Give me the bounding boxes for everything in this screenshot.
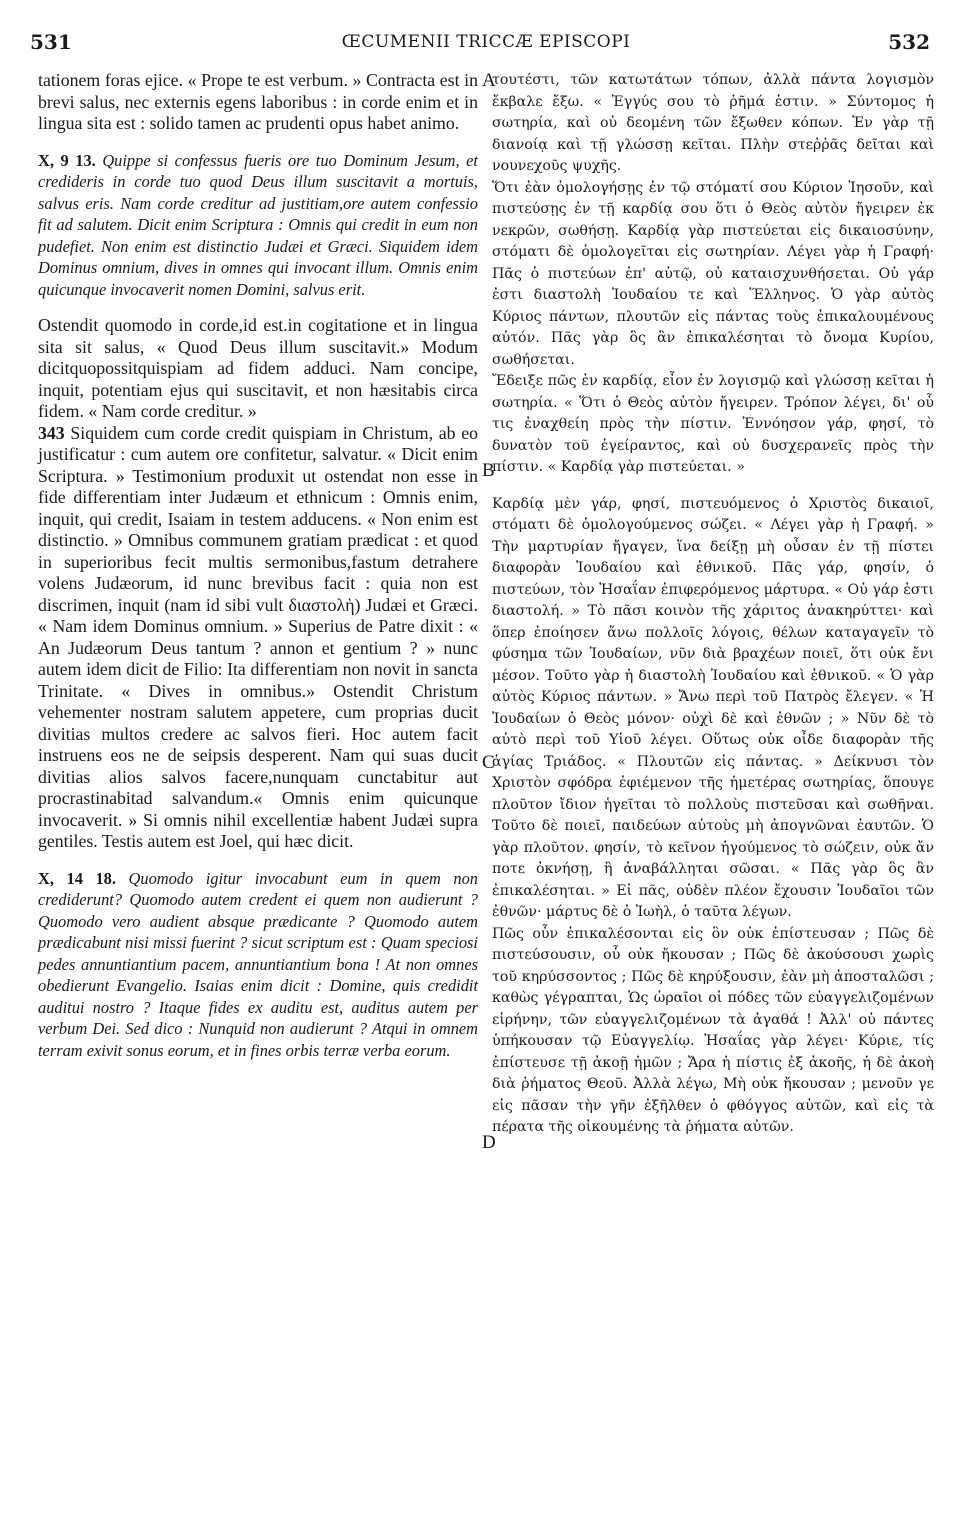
greek-scripture-paragraph: Πῶς οὖν ἐπικαλέσονται εἰς ὃν οὐκ ἐπίστευσαν ; Πῶς δὲ πιστεύσουσιν, οὗ οὐκ ἤκουσαν ; Πῶς δὲ ἀκούσουσι χωρὶς τοῦ κηρύσσοντος ; Πῶς δὲ κηρύξουσιν, ἐὰν μὴ ἀποσταλῶσι ; καθὼς γέγραπται, Ὡς ὡραῖοι οἱ πόδες τῶν εὐαγγελιζομένων εἰρήνην, τῶν εὐαγγελιζομένων τὰ ἀγαθά ! Ἀλλ' οὐ πάντες ὑπήκουσαν τῷ Εὐαγγελίῳ. Ἠσαΐας γὰρ λέγει· Κύριε, τίς ἐπίστευσε τῇ ἀκοῇ ἡμῶν ; Ἄρα ἡ πίστις ἐξ ἀκοῆς, ἡ δὲ ἀκοὴ διὰ ῥήματος Θεοῦ. Ἀλλὰ λέγω, Μὴ οὐκ ἤκουσαν ; μενοῦν γε εἰς πᾶσαν τὴν γῆν ἐξῆλθεν ὁ φθόγγος αὐτῶν, καὶ εἰς τὰ πέρατα τῆς οἰκουμένης τὰ ῥήματα αὐτῶν.	[492, 925, 934, 1135]
latin-commentary-paragraph: Ostendit quomodo in corde,id est.in cogitatione et in lingua sita sit salus, « Quod Deus illum suscitavit.» Modum dicitquopossitquispiam ad fidem adduci. Nam concipe, inquit, potentiam ejus qui suscitavit, et non hæsitabis circa fidem. « Nam corde creditur. »	[38, 315, 478, 421]
verse-reference: X, 14 18.	[38, 868, 116, 888]
greek-scripture-paragraph: Ὅτι ἐὰν ὁμολογήσῃς ἐν τῷ στόματί σου Κύριον Ἰησοῦν, καὶ πιστεύσῃς ἐν τῇ καρδίᾳ σου ὅτι ὁ Θεὸς αὐτὸν ἤγειρεν ἐκ νεκρῶν, σωθήσῃ. Καρδίᾳ γὰρ πιστεύεται εἰς δικαιοσύνην, στόματι δὲ ὁμολογεῖται εἰς σωτηρίαν. Λέγει γὰρ ἡ Γραφή· Πᾶς ὁ πιστεύων ἐπ' αὐτῷ, οὐ καταισχυνθήσεται. Οὐ γάρ ἐστι διαστολὴ Ἰουδαίου τε καὶ Ἕλληνος. Ὁ γὰρ αὐτὸς Κύριος πάντων, πλουτῶν εἰς πάντας τοὺς ἐπικαλουμένους αὐτόν. Πᾶς γὰρ ὃς ἂν ἐπικαλέσηται τὸ ὄνομα Κυρίου, σωθήσεται.	[492, 179, 934, 368]
margin-marker-b: B	[482, 460, 495, 481]
running-title: ŒCUMENII TRICCÆ EPISCOPI	[341, 32, 631, 52]
margin-marker-c: C	[482, 752, 495, 773]
greek-paragraph: τουτέστι, τῶν κατωτάτων τόπων, ἀλλὰ πάντα λογισμὸν ἔκβαλε ἔξω. « Ἐγγύς σου τὸ ῥῆμά ἐστιν. » Σύντομος ἡ σωτηρία, καὶ οὐ δεομένη τῶν ἔξωθεν κόπων. Ἐν γὰρ τῇ διανοίᾳ καὶ τῇ γλώσσῃ κεῖται. Πλὴν στεῤῥᾶς δεῖται καὶ νουνεχοῦς ψυχῆς.	[492, 72, 934, 174]
verse-reference: X, 9 13.	[38, 150, 96, 170]
latin-commentary-text: Siquidem cum corde credit quispiam in Christum, ab eo justificatur : cum autem ore confitetur, salvatur. « Dicit enim Scriptura. » Testimonium produxit ut ostendat non esse in fide differentiam inter Judæum et ethnicum : Omnis enim, inquit, qui credit, Isaiam in testem adducens. « Non enim est distinctio. » Omnibus communem gratiam prædicat : et quod in superioribus fecit multis sermonibus,fastum detrahere volens Judæorum, id nunc brevibus facit : quia non est discrimen, inquit (nam id sibi vult διαστολὴ) Judæi et Græci. « Nam idem Dominus omnium. » Superius de Patre dixit : « An Judæorum Deus tantum ? annon et gentium ? » nunc autem idem dicit de Filio: Ita differentiam non novit in sancta Trinitate. « Dives in omnibus.» Ostendit Christum vehementer nostram salutem appetere, cum proprias ducit divitias multos credere ac salvos fieri. Hoc autem facit instruens eos ne de seipsis desperent. Nam qui suas ducit divitias alios salvos facere,nunquam cunctabitur aut procrastinabitad salvandum.« Omnis enim quicunque invocaverit. » Si omnis nihil excellentiæ habent Judæi supra gentiles. Testis autem est Joel, qui hæc dicit.	[38, 422, 478, 851]
section-number: 343	[38, 422, 65, 443]
latin-column	[38, 70, 478, 1061]
margin-marker-a: A	[482, 70, 496, 91]
latin-commentary-paragraph	[38, 423, 478, 853]
page-header	[0, 30, 972, 60]
latin-scripture-text: Quomodo igitur invocabunt eum in quem non crediderunt? Quomodo autem credent ei quem non audierunt ? Quomodo vero audient absque prædicante ? Quomodo autem prædicabunt nisi missi fuerint ? sicut scriptum est : Quam speciosi pedes annuntiantium pacem, annuntiantium bona ! At non omnes obedierunt Evangelio. Isaias enim dicit : Domine, quis credidit auditui nostro ? Itaque fides ex auditu est, auditus autem per verbum Dei. Sed dico : Nunquid non audierunt ? Atqui in omnem terram exivit sonus eorum, et in fines orbis terræ verba eorum.	[38, 868, 478, 1060]
greek-column	[492, 70, 934, 1139]
latin-paragraph: tationem foras ejice. « Prope te est verbum. » Contracta est in brevi salus, nec externis egens laboribus : in corde enim et in lingua sita est : solido tamen ac prudenti opus habet animo.	[38, 70, 478, 133]
left-page-number: 531	[30, 30, 72, 54]
greek-commentary-paragraph: Ἔδειξε πῶς ἐν καρδίᾳ, εἶον ἐν λογισμῷ καὶ γλώσσῃ κεῖται ἡ σωτηρία. « Ὅτι ὁ Θεὸς αὐτὸν ἤγειρεν. Τρόπον λέγει, δι' οὗ τις ἐναχθείη πρὸς τὴν πίστιν. Ἐννόησον γάρ, φησί, τὸ δυνατὸν τοῦ ἐγείραντος, καὶ οὐ δυσχερανεῖς πρὸς τὴν πίστιν. « Καρδίᾳ γὰρ πιστεύεται. »	[492, 373, 934, 475]
latin-scripture-paragraph	[38, 150, 478, 301]
right-page-number: 532	[888, 30, 930, 54]
margin-marker-d: D	[482, 1132, 496, 1153]
latin-scripture-paragraph	[38, 868, 478, 1062]
greek-commentary-paragraph: Καρδίᾳ μὲν γάρ, φησί, πιστευόμενος ὁ Χριστὸς δικαιοῖ, στόματι δὲ ὁμολογούμενος σώζει. « Λέγει γὰρ ἡ Γραφή. » Τὴν μαρτυρίαν ἤγαγεν, ἵνα δείξῃ μὴ οὖσαν ἐν τῇ πίστει διαφορὰν Ἰουδαίου καὶ ἐθνικοῦ. Πᾶς γάρ, φησίν, ὁ πιστεύων, τὸν Ἠσαΐαν ἐπιφερόμενος μάρτυρα. « Οὐ γάρ ἐστι διαστολή. » Τὸ πᾶσι κοινὸν τῆς χάριτος ἀνακηρύττει· καὶ ὅπερ ἐποίησεν ἄνω πολλοῖς λόγοις, θέλων καταγαγεῖν τὸ φύσημα τῶν Ἰουδαίων, νῦν διὰ βραχέων ποιεῖ, ὅτι οὐκ ἔνι μέσον. Τοῦτο γὰρ ἡ διαστολὴ Ἰουδαίου καὶ ἐθνικοῦ. « Ὁ γὰρ αὐτὸς Κύριος πάντων. » Ἄνω περὶ τοῦ Πατρὸς ἔλεγεν. « Ἡ Ἰουδαίων ὁ Θεὸς μόνον· οὐχὶ δὲ καὶ ἐθνῶν ; » Νῦν δὲ τὸ αὐτὸ περὶ τοῦ Υἱοῦ λέγει. Οὕτως οὐκ οἶδε διαφορὰν τῆς ἁγίας Τριάδος. « Πλουτῶν εἰς πάντας. » Δείκνυσι τὸν Χριστὸν σφόδρα ἐφιέμενον τῆς ἡμετέρας σωτηρίας, ὅπουγε πλοῦτον ἴδιον ἡγεῖται τὸ πολλοὺς πιστεῦσαι καὶ σωθῆναι. Τοῦτο δὲ ποιεῖ, παιδεύων αὐτοὺς μὴ ἀπογνῶναι ἑαυτῶν. Ὁ γὰρ πλοῦτον. φησίν, τὸ κεῖνον ἡγούμενος τὸ σώζειν, οὐκ ἄν ποτε ὀκνήσῃ, ἢ ἀναβάλληται σῶσαι. « Πᾶς γὰρ ὃς ἂν ἐπικαλέσηται. » Εἰ πᾶς, οὐδὲν πλέον ἔχουσιν Ἰουδαῖοι τῶν ἐθνῶν· μάρτυς δὲ ὁ Ἰωὴλ, ὁ ταῦτα λέγων.	[492, 495, 934, 920]
latin-scripture-text: Quippe si confessus fueris ore tuo Dominum Jesum, et credideris in corde tuo quod Deus illum suscitavit a mortuis, salvus eris. Nam corde creditur ad justitiam,ore autem confessio fit ad salutem. Dicit enim Scriptura : Omnis qui credit in eum non pudefiet. Non enim est distinctio Judæi et Græci. Siquidem idem Dominus omnium, dives in omnes qui invocant illum. Omnis enim quicunque invocaverit nomen Domini, salvus erit.	[38, 150, 478, 299]
